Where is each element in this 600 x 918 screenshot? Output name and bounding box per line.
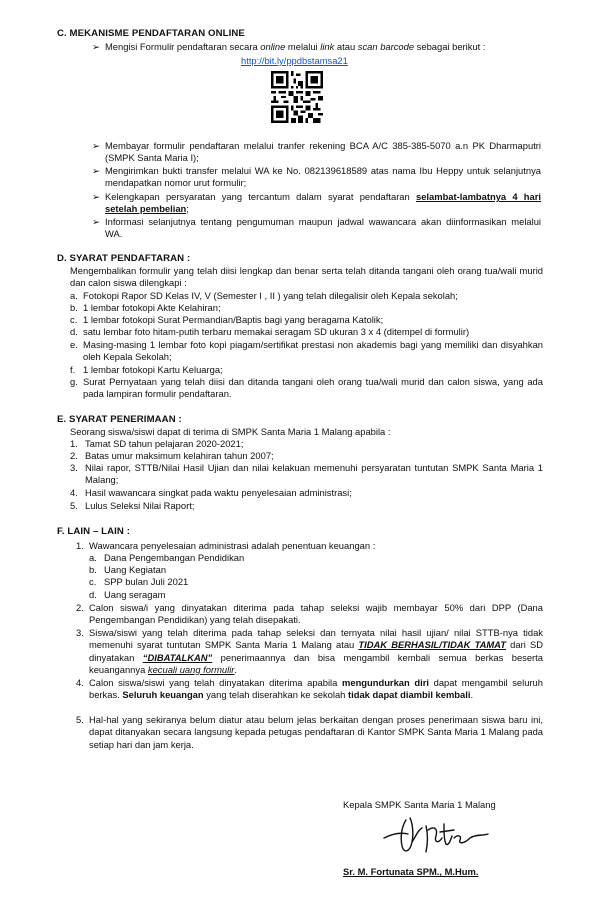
section-f-title: F. LAIN – LAIN : (57, 526, 131, 537)
bullet-requirements-text: Kelengkapan persyaratan yang tercantum dalam syarat pendaftaran selambat-lambatnya 4 hari setelah pembelian; (105, 191, 541, 215)
bullet-transfer-proof-text: Mengirimkan bukti transfer melalui WA ke No. 082139618589 atas nama Ibu Heppy untuk selanjutnya mendapatkan nomor urut formulir; (105, 165, 541, 189)
arrow-bullet-icon: ➢ (92, 41, 100, 52)
arrow-bullet-icon: ➢ (92, 191, 100, 202)
signature-label: Kepala SMPK Santa Maria 1 Malang (343, 799, 496, 810)
bullet-information-text: Informasi selanjutnya tentang pengumuman maupun jadwal wawancara akan diinformasikan melalui WA. (105, 216, 541, 240)
document-page: C. MEKANISME PENDAFTARAN ONLINE ➢ Mengisi Formulir pendaftaran secara online melalui link atau scan barcode sebagai berikut : http://bit.ly/ppdbstamsa21 ➢ Membayar formulir pendaftaran melalui tranfer rekening BCA A/C 385-385-5070 a.n PK Dharmaputri (SMPK Santa Maria I); ➢ Mengirimkan bukti transfer melalui WA ke No. 082139618589 atas nama Ibu Heppy untuk selanjutnya mendapatkan nomor urut formulir; ➢ Kelengkapan persyaratan yang tercantum dalam syarat pendaftaran selambat-lambatnya 4 hari setelah pembelian; ➢ Informasi selanjutnya tentang pengumuman maupun jadwal wawancara akan diinformasikan melalui WA. D. SYARAT PENDAFTARAN : Mengembalikan formulir yang telah diisi lengkap dan benar serta telah ditanda tangani oleh orang tua/wali murid dan calon siswa dilengkapi : a. Fotokopi Rapor SD Kelas IV, V (Semester I , II ) yang telah dilegalisir oleh Kepala sekolah; b. 1 lembar fotokopi Akte Kelahiran; c. 1 lembar fotokopi Surat Permandian/Baptis bagi yang beragama Katolik; d. satu lembar foto hitam-putih terbaru memakai seragam SD ukuran 3 x 4 (ditempel di formulir) e. Masing-masing 1 lembar foto kopi piagam/sertifikat prestasi non akademis bagi yang memiliki dan disyahkan oleh Kepala Sekolah; f. 1 lembar fotokopi Kartu Keluarga; g. Surat Pernyataan yang telah diisi dan ditanda tangani oleh orang tua/wali murid dan calon siswa, yang ada pada lampiran formulir pendaftaran. E. SYARAT PENERIMAAN : Seorang siswa/siswi dapat di terima di SMPK Santa Maria 1 Malang apabila : 1. Tamat SD tahun pelajaran 2020-2021; 2. Batas umur maksimum kelahiran tahun 2007; 3. Nilai rapor, STTB/Nilai Hasil Ujian dan nilai kelakuan memenuhi persyaratan tuntutan SMPK Santa Maria 1 Malang; 4. Hasil wawancara singkat pada waktu penyelesaian administrasi; 5. Lulus Seleksi Nilai Raport; F. LAIN – LAIN : 1. Wawancara penyelesaian administrasi adalah penentuan keuangan : a. Dana Pengembangan Pendidikan b. Uang Kegiatan c. SPP bulan Juli 2021 d. Uang seragam 2. Calon siswa/i yang dinyatakan diterima pada tahap seleksi wajib membayar 50% dari DPP (Dana Pengembangan Pendidikan) yang telah disepakati. 3. Siswa/siswi yang telah diterima pada tahap seleksi dan ternyata nilai hasil ujian/ nilai STTB-nya tidak memenuhi syarat tuntutan SMPK Santa Maria 1 Malang atau TIDAK BERHASIL/TIDAK TAMAT dari SD dinyatakan “DIBATALKAN” penerimaannya dan bisa mengambil kembali semua berkas beserta keuangannya kecuali uang formulir. 4. Calon siswa/siswi yang telah dinyatakan diterima apabila mengundurkan diri dapat mengambil seluruh berkas. Seluruh keuangan yang telah diserahkan ke sekolah tidak dapat diambil kembali. 5. Hal-hal yang sekiranya belum diatur atau belum jelas berkaitan dengan proses penerimaan siswa baru ini, dapat ditanyakan secara langsung kepada petugas pendaftaran di Kantor SMPK Santa Maria 1 Malang pada setiap hari dan jam kerja. Kepala SMPK Santa Maria 1 Malang Sr. M. Fortunata SPM., M.Hum. (57, 28, 543, 877)
section-e-intro: Seorang siswa/siswi dapat di terima di SMPK Santa Maria 1 Malang apabila : (70, 426, 391, 437)
registration-link[interactable]: http://bit.ly/ppdbstamsa21 (241, 55, 348, 66)
bullet-payment-text: Membayar formulir pendaftaran melalui tranfer rekening BCA A/C 385-385-5070 a.n PK Dharmaputri (SMPK Santa Maria I); (105, 140, 541, 164)
arrow-bullet-icon: ➢ (92, 216, 100, 227)
handwritten-signature-icon (382, 812, 492, 858)
section-d-title: D. SYARAT PENDAFTARAN : (57, 253, 191, 264)
arrow-bullet-icon: ➢ (92, 165, 100, 176)
section-c-title: C. MEKANISME PENDAFTARAN ONLINE (57, 28, 245, 39)
qr-code-icon[interactable] (271, 71, 323, 123)
section-d-intro: Mengembalikan formulir yang telah diisi lengkap dan benar serta telah ditanda tangani oleh orang tua/wali murid dan calon siswa dilengkapi : (70, 265, 543, 289)
bullet-intro-text: Mengisi Formulir pendaftaran secara online melalui link atau scan barcode sebagai berikut : (105, 41, 486, 52)
section-e-title: E. SYARAT PENERIMAAN : (57, 414, 182, 425)
signatory-name: Sr. M. Fortunata SPM., M.Hum. (343, 866, 479, 877)
arrow-bullet-icon: ➢ (92, 140, 100, 151)
